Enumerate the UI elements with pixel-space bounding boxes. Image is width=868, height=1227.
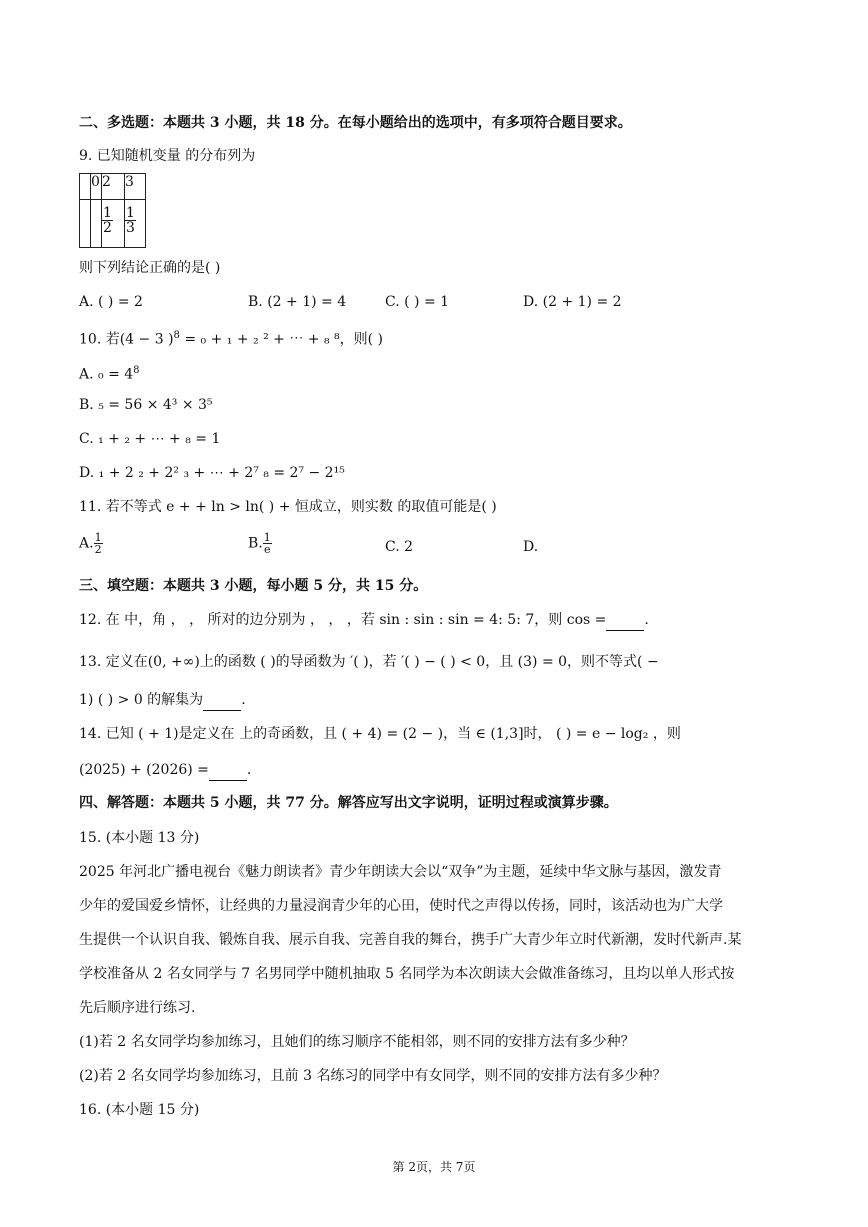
answer-blank [606, 610, 644, 631]
question-15-paragraph-line: 学校准备从 2 名女同学与 7 名男同学中随机抽取 5 名同学为本次朗读大会做准备练习，且均以单人形式按 [79, 966, 735, 982]
question-15-paragraph-line: 生提供一个认识自我、锻炼自我、展示自我、完善自我的舞台，携手广大青少年立时代新潮，发时代新声.某 [79, 932, 742, 948]
option-c: C. 2 [385, 539, 414, 555]
question-15-paragraph-line: 先后顺序进行练习. [79, 1000, 196, 1016]
stem-part: = ₀ + ₁ + ₂ ² + ⋯ + ₈ ⁸，则( ) [179, 331, 384, 348]
option-b: B. ₅ = 56 × 4³ × 3⁵ [79, 397, 213, 413]
question-9-stem: 9. 已知随机变量 的分布列为 [79, 148, 256, 164]
question-15-paragraph-line: 2025 年河北广播电视台《魅力朗读者》青少年朗读大会以“双争”为主题，延续中华文脉与基因，激发青 [79, 864, 722, 880]
option-b [248, 532, 272, 555]
exponent: 8 [173, 330, 180, 341]
option-d: D. [523, 539, 539, 555]
table-cell: 0 [91, 174, 102, 200]
question-text: (2025) + (2026) = [79, 762, 209, 778]
question-13-line2 [79, 690, 246, 711]
option-label: A. [79, 535, 94, 552]
option-c: C. ( ) = 1 [385, 294, 450, 310]
table-cell: 3 [125, 174, 146, 200]
question-text: 1) ( ) > 0 的解集为 [79, 692, 204, 708]
question-15-title: 15. (本小题 13 分) [79, 830, 200, 846]
question-13-line1: 13. 定义在(0, +∞)上的函数 ( )的导函数为 ′( )，若 ′( ) − ( ) < 0，且 (3) = 0，则不等式( − [79, 654, 659, 670]
fraction-numerator: 1 [126, 205, 135, 221]
table-cell-fraction [125, 200, 146, 248]
fraction-numerator: 1 [94, 531, 102, 544]
answer-blank [203, 690, 241, 711]
fraction-denominator: e [263, 543, 271, 556]
question-10-stem [79, 326, 383, 350]
distribution-table [79, 173, 146, 248]
exponent: 8 [133, 365, 140, 376]
answer-blank [209, 760, 247, 781]
table-cell [91, 200, 102, 248]
option-c: C. ₁ + ₂ + ⋯ + ₈ = 1 [79, 431, 221, 447]
period: . [241, 692, 246, 708]
period: . [246, 762, 252, 778]
option-b: B. (2 + 1) = 4 [248, 294, 347, 310]
page-footer: 第 2页，共 7页 [392, 1160, 476, 1174]
option-a [79, 361, 140, 385]
option-a [79, 532, 103, 555]
fraction-numerator: 1 [263, 531, 271, 544]
table-cell-fraction [102, 200, 125, 248]
question-12 [79, 610, 649, 631]
option-d: D. (2 + 1) = 2 [523, 294, 622, 310]
option-a: A. ( ) = 2 [79, 294, 143, 310]
option-d: D. ₁ + 2 ₂ + 2² ₃ + ⋯ + 2⁷ ₈ = 2⁷ − 2¹⁵ [79, 465, 345, 481]
question-15-sub-2: (2)若 2 名女同学均参加练习，且前 3 名练习的同学中有女同学，则不同的安排方法有多少种？ [79, 1068, 667, 1084]
question-14-line2 [79, 760, 251, 781]
question-14-line1: 14. 已知 ( + 1)是定义在 上的奇函数，且 ( + 4) = (2 − )，当 ∈ (1,3]时， ( ) = e − log₂ ，则 [79, 726, 681, 742]
section-heading-multiple-choice: 二、多选题：本题共 3 小题，共 18 分。在每小题给出的选项中，有多项符合题目要求。 [79, 115, 632, 131]
fraction-numerator: 1 [103, 205, 112, 221]
question-15-paragraph-line: 少年的爱国爱乡情怀，让经典的力量浸润青少年的心田，使时代之声得以传扬，同时，该活动也为广大学 [79, 898, 723, 914]
option-text: A. ₀ = 4 [79, 366, 134, 383]
fraction-denominator: 3 [126, 220, 135, 236]
option-label: B. [248, 535, 263, 552]
question-11-stem: 11. 若不等式 e + + ln > ln( ) + 恒成立，则实数 的取值可能是( ) [79, 499, 497, 515]
question-16-title: 16. (本小题 15 分) [79, 1102, 200, 1118]
fraction-denominator: 2 [103, 220, 112, 236]
table-cell: 2 [102, 174, 125, 200]
fraction-denominator: 2 [94, 543, 102, 556]
question-text: 12. 在 中，角 ， ， 所对的边分别为 ， ， ，若 sin : sin : sin = 4: 5: 7，则 cos = [79, 612, 607, 628]
question-9-prompt: 则下列结论正确的是( ) [79, 260, 221, 276]
section-heading-fill-in: 三、填空题：本题共 3 小题，每小题 5 分，共 15 分。 [79, 578, 428, 594]
table-cell [80, 200, 91, 248]
table-cell [80, 174, 91, 200]
section-heading-solutions: 四、解答题：本题共 5 小题，共 77 分。解答应写出文字说明，证明过程或演算步骤。 [79, 795, 618, 811]
question-15-sub-1: (1)若 2 名女同学均参加练习，且她们的练习顺序不能相邻，则不同的安排方法有多少种？ [79, 1034, 635, 1050]
stem-part: 10. 若(4 − 3 ) [79, 331, 174, 348]
period: . [644, 612, 649, 628]
